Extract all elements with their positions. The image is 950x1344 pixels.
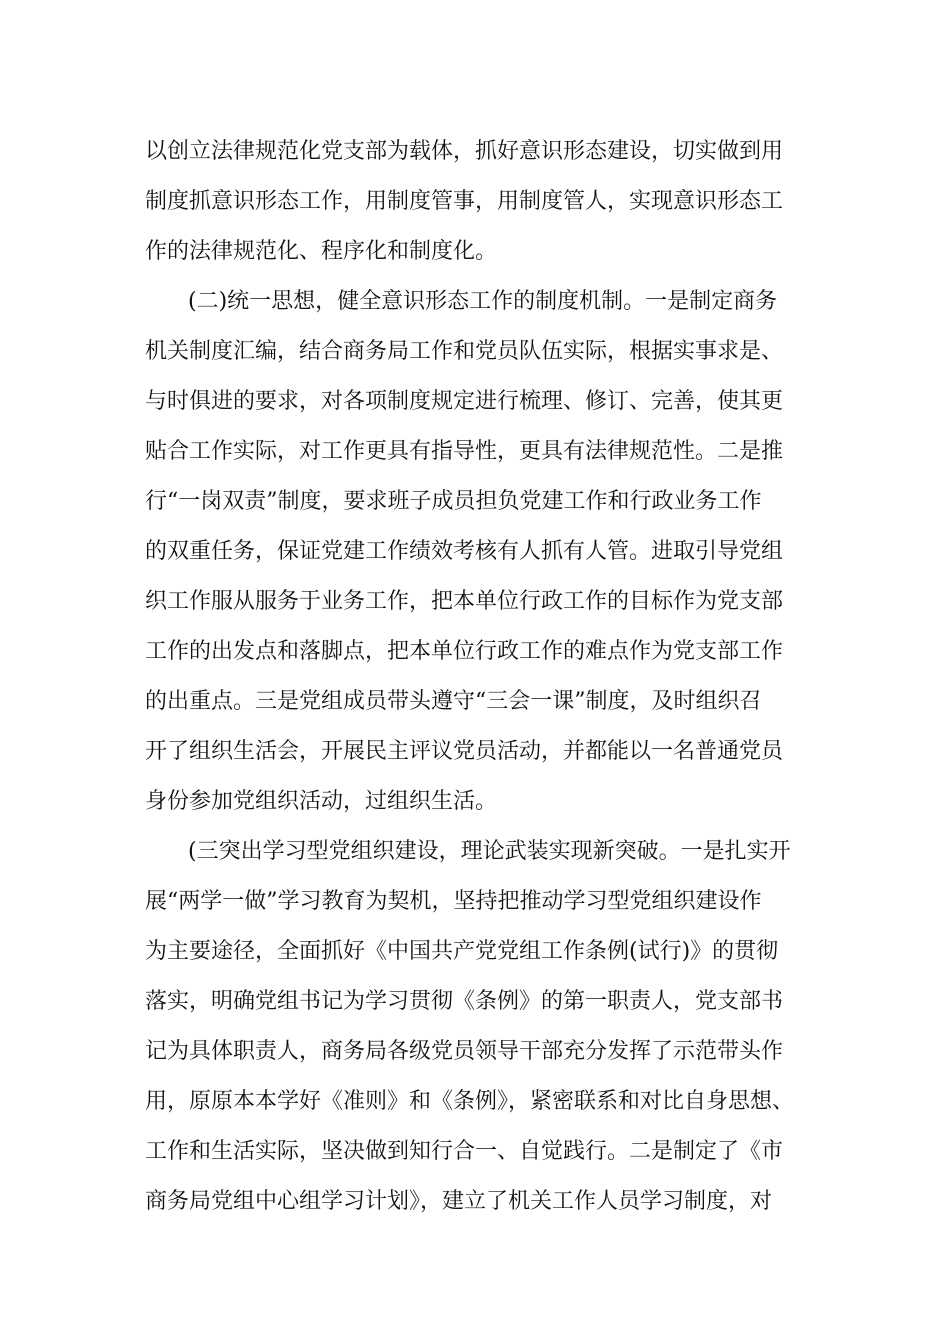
- text-line-7: 贴合工作实际，对工作更具有指导性，更具有法律规范性。二是推: [145, 439, 784, 464]
- text-line-5: 机关制度汇编，结合商务局工作和党员队伍实际，根据实事求是、: [145, 339, 784, 364]
- text-line-11: 工作的出发点和落脚点，把本单位行政工作的难点作为党支部工作: [145, 639, 784, 664]
- text-line-4: (二)统一思想，健全意识形态工作的制度机制。一是制定商务: [188, 289, 778, 314]
- text-line-1: 以创立法律规范化党支部为载体，抓好意识形态建设，切实做到用: [145, 139, 784, 164]
- text-line-19: 记为具体职责人，商务局各级党员领导干部充分发挥了示范带头作: [145, 1039, 784, 1064]
- text-line-17: 为主要途径，全面抓好《中国共产党党组工作条例(试行)》的贯彻: [145, 939, 779, 964]
- text-line-21: 工作和生活实际，坚决做到知行合一、自觉践行。二是制定了《市: [145, 1139, 784, 1164]
- text-line-6: 与时俱进的要求，对各项制度规定进行梳理、修订、完善，使其更: [145, 389, 784, 414]
- text-line-10: 织工作服从服务于业务工作，把本单位行政工作的目标作为党支部: [145, 589, 784, 614]
- text-line-12: 的出重点。三是党组成员带头遵守“三会一课”制度，及时组织召: [145, 689, 762, 714]
- text-line-22: 商务局党组中心组学习计划》，建立了机关工作人员学习制度，对: [145, 1189, 773, 1214]
- text-line-15: (三突出学习型党组织建设，理论武装实现新突破。一是扎实开: [188, 839, 791, 864]
- text-line-8: 行“一岗双责”制度，要求班子成员担负党建工作和行政业务工作: [145, 489, 762, 514]
- text-line-14: 身份参加党组织活动，过组织生活。: [145, 789, 498, 814]
- text-line-18: 落实，明确党组书记为学习贯彻《条例》的第一职责人，党支部书: [145, 989, 784, 1014]
- text-line-16: 展“两学一做”学习教育为契机，坚持把推动学习型党组织建设作: [145, 889, 762, 914]
- text-line-2: 制度抓意识形态工作，用制度管事，用制度管人，实现意识形态工: [145, 189, 784, 214]
- text-line-20: 用，原原本本学好《准则》和《条例》，紧密联系和对比自身思想、: [145, 1089, 795, 1114]
- text-line-13: 开了组织生活会，开展民主评议党员活动，并都能以一名普通党员: [145, 739, 784, 764]
- text-line-3: 作的法律规范化、程序化和制度化。: [145, 239, 498, 264]
- text-line-9: 的双重任务，保证党建工作绩效考核有人抓有人管。进取引导党组: [145, 539, 784, 564]
